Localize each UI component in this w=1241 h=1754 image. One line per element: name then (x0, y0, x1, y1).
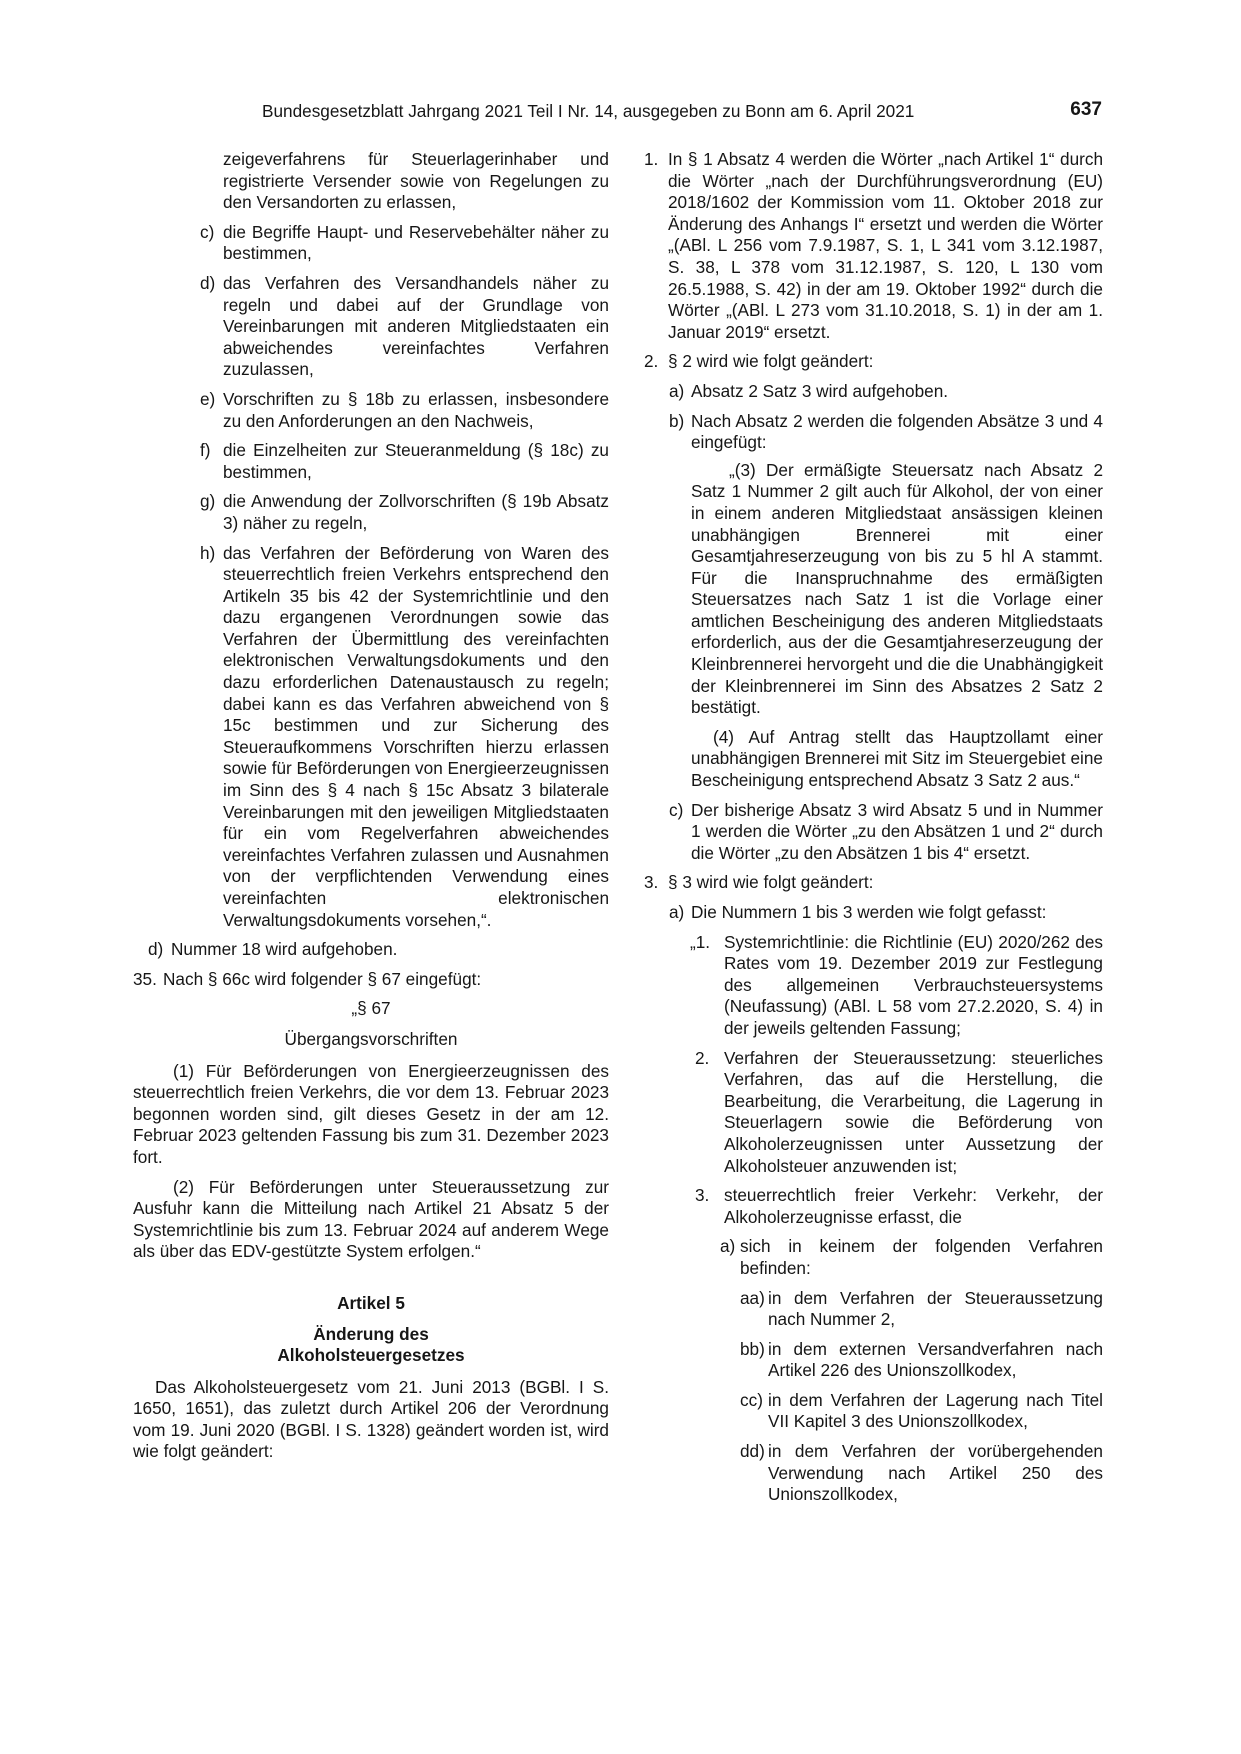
sub-sub-list (644, 1288, 1103, 1506)
item-label: a) (669, 902, 685, 922)
item-text: in dem Verfahren der Steueraussetzung nach Nummer 2, (768, 1287, 1103, 1330)
list-item (133, 222, 609, 265)
item-label: b) (669, 410, 685, 431)
item-text: Absatz 2 Satz 3 wird aufgehoben. (691, 380, 949, 401)
paragraph-heading: „§ 67 (351, 998, 391, 1019)
item-text: die Begriffe Haupt- und Reservebehälter näher zu bestimmen, (223, 221, 609, 264)
article-title: Änderung des (313, 1323, 429, 1344)
item-label: aa) (740, 1287, 765, 1308)
list-item (644, 1288, 1103, 1331)
list-item (644, 800, 1103, 865)
paragraph-text: (1) Für Beförderungen von Energieerzeugnissen des steuerrechtlich freien Verkehrs, die vor dem 13. Februar 2023 begonnen worden sind, gilt dieses Gesetz in der am 12. Februar 2023 geltenden Fassung bis zum 31. Dezember 2023 fort. (133, 1060, 609, 1167)
item-label: 2. (695, 1047, 710, 1068)
list-item (644, 381, 1103, 403)
item-text: Vorschriften zu § 18b zu erlassen, insbesondere zu den Anforderungen an den Nachweis, (223, 388, 609, 431)
list-item (133, 491, 609, 534)
article-title: Alkoholsteuergesetzes (277, 1345, 465, 1366)
item-label: 3. (644, 872, 659, 893)
item-text: Die Nummern 1 bis 3 werden wie folgt gefasst: (691, 902, 1047, 922)
item-label: f) (200, 440, 211, 461)
continuation-text: zeigeverfahrens für Steuerlagerinhaber und registrierte Versender sowie von Regelungen zu den Versandorten zu erlassen, (223, 149, 609, 213)
list-item (644, 351, 1103, 373)
article-intro: Das Alkoholsteuergesetz vom 21. Juni 2013 (BGBl. I S. 1650, 1651), das zuletzt durch Artikel 206 der Verordnung vom 19. Juni 2020 (BGBl. I S. 1328) geändert worden ist, wird wie folgt geändert: (133, 1376, 609, 1462)
item-label: 2. (644, 351, 659, 372)
list-item (644, 902, 1103, 924)
inserted-text (644, 460, 1103, 792)
item-text: in dem Verfahren der Lagerung nach Titel VII Kapitel 3 des Unionszollkodex, (768, 1389, 1103, 1432)
item-text: Der bisherige Absatz 3 wird Absatz 5 und in Nummer 1 werden die Wörter „zu den Absätzen 1 und 2“ durch die Wörter „zu den Absätzen 1 bis 4“ ersetzt. (691, 799, 1103, 863)
item-label: e) (200, 388, 216, 409)
list-item (133, 149, 609, 214)
paragraph-text: (4) Auf Antrag stellt das Hauptzollamt einer unabhängigen Brennerei mit Sitz im Steuergebiet eine Bescheinigung entsprechend Absatz 3 Satz 2 aus.“ (691, 726, 1103, 791)
item-text: Nach § 66c wird folgender § 67 eingefügt: (163, 968, 482, 989)
item-text: sich in keinem der folgenden Verfahren befinden: (740, 1236, 1103, 1278)
item-text: § 3 wird wie folgt geändert: (668, 872, 874, 893)
list-item (644, 149, 1103, 343)
item-text: in dem externen Versandverfahren nach Artikel 226 des Unionszollkodex, (768, 1338, 1103, 1381)
item-text: Verfahren der Steueraussetzung: steuerliches Verfahren, das auf die Herstellung, die Bearbeitung, die Verarbeitung, die Lagerung in Steuerlagern sowie die Beförderung von Alkoholerzeugnissen unter Aussetzung der Alkoholsteuer anzuwenden ist; (724, 1047, 1103, 1176)
item-label: c) (200, 221, 215, 242)
right-column (644, 149, 1103, 1514)
item-text: Systemrichtlinie: die Richtlinie (EU) 2020/262 des Rates vom 19. Dezember 2019 zur Festlegung des allgemeinen Verbrauchsteuersystems (Neufassung) (ABl. L 58 vom 27.2.2020, S. 4) in der jeweils geltenden Fassung; (724, 931, 1103, 1038)
item-label: 3. (695, 1185, 710, 1206)
list-item (133, 969, 609, 991)
item-text: steuerrechtlich freier Verkehr: Verkehr, der Alkoholerzeugnisse erfasst, die (724, 1185, 1103, 1227)
list-item (133, 273, 609, 381)
item-label: 35. (133, 968, 157, 989)
list-item (133, 389, 609, 432)
list-item (133, 543, 609, 932)
left-column (133, 149, 609, 1463)
list-item (644, 1236, 1103, 1279)
list-item (644, 411, 1103, 454)
item-label: d) (148, 939, 164, 960)
sub-list (133, 222, 609, 931)
list-item (644, 932, 1103, 1040)
list-item (644, 1048, 1103, 1178)
item-label: h) (200, 542, 216, 563)
item-text: die Einzelheiten zur Steueranmeldung (§ 18c) zu bestimmen, (223, 440, 609, 482)
paragraph-text: „(3) Der ermäßigte Steuersatz nach Absatz 2 Satz 1 Nummer 2 gilt auch für Alkohol, der von einer in einem anderen Mitgliedstaat ansässigen kleinen unabhängigen Brennerei mit einer Gesamtjahreserzeugung von bis zu 5 hl A stammt. Für die Inanspruchnahme des ermäßigten Steuersatzes nach Satz 1 ist die Vorlage einer amtlichen Bescheinigung des anderen Mitgliedstaats erforderlich, aus der die Gesamtjahreserzeugung der Kleinbrennerei hervorgeht und die die Unabhängigkeit der Kleinbrennerei im Sinn des Absatzes 2 Satz 2 bestätigt. (691, 459, 1103, 718)
page-number: 637 (1070, 99, 1102, 120)
list-item (644, 1339, 1103, 1382)
item-label: a) (720, 1236, 736, 1257)
item-label: bb) (740, 1338, 765, 1359)
item-label: dd) (740, 1441, 765, 1462)
item-text: Nach Absatz 2 werden die folgenden Absätze 3 und 4 eingefügt: (691, 410, 1103, 453)
list-item (644, 1390, 1103, 1433)
paragraph-title: Übergangsvorschriften (284, 1028, 458, 1049)
list-item (644, 872, 1103, 894)
item-label: d) (200, 272, 216, 293)
paragraph-text: (2) Für Beförderungen unter Steueraussetzung zur Ausfuhr kann die Mitteilung nach Artikel 21 Absatz 5 der Systemrichtlinie bis zum 13. Februar 2024 auf anderem Wege als über das EDV-gestützte System erfolgen.“ (133, 1176, 609, 1262)
list-item (644, 1185, 1103, 1228)
item-label: c) (669, 799, 684, 820)
item-label: 1. (644, 149, 659, 169)
list-item (133, 939, 609, 961)
list-item (133, 440, 609, 483)
header-title: Bundesgesetzblatt Jahrgang 2021 Teil I Nr. 14, ausgegeben zu Bonn am 6. April 2021 (262, 101, 915, 121)
item-label: a) (669, 380, 685, 401)
item-label: g) (200, 491, 216, 512)
item-text: in dem Verfahren der vorübergehenden Verwendung nach Artikel 250 des Unionszollkodex, (768, 1441, 1103, 1505)
list-item (644, 1441, 1103, 1506)
item-label: cc) (740, 1389, 763, 1410)
item-text: § 2 wird wie folgt geändert: (668, 351, 874, 372)
item-text: das Verfahren des Versandhandels näher zu regeln und dabei auf der Grundlage von Vereinbarungen mit anderen Mitgliedstaaten ein abweichendes vereinfachtes Verfahren zuzulassen, (223, 272, 609, 380)
page-header (262, 99, 1102, 123)
item-text: In § 1 Absatz 4 werden die Wörter „nach Artikel 1“ durch die Wörter „nach der Durchführungsverordnung (EU) 2018/1602 der Kommission vom 11. Oktober 2018 zur Änderung des Anhangs I“ ersetzt und werden die Wörter „(ABl. L 256 vom 7.9.1987, S. 1, L 341 vom 3.12.1987, S. 38, L 378 vom 31.12.1987, S. 120, L 130 vom 26.5.1988, S. 42) in der am 19. Oktober 1992“ durch die Wörter „(ABl. L 273 vom 31.10.2018, S. 1) in der am 1. Januar 2019“ ersetzt. (668, 149, 1103, 342)
item-label: „1. (690, 931, 711, 952)
item-text: das Verfahren der Beförderung von Waren des steuerrechtlich freien Verkehrs entsprechend den Artikeln 35 bis 42 der Systemrichtlinie und den dazu ergangenen Verordnungen sowie das Verfahren der Übermittlung des vereinfachten elektronischen Verwaltungsdokuments und den dazu erforderlichen Datenaustausch zu regeln; dabei kann es das Verfahren abweichend von § 15c bestimmen und zur Sicherung des Steueraufkommens Vorschriften hierzu erlassen sowie für Beförderungen von Energieerzeugnissen im Sinn des § 4 nach § 15c Absatz 3 bilaterale Vereinbarungen mit den jeweiligen Mitgliedstaaten für ein vom Regelverfahren abweichendes vereinfachtes Verfahren zulassen und Ausnahmen von der verpflichtenden Verwendung eines vereinfachten elektronischen Verwaltungsdokuments vorsehen,“. (223, 542, 610, 930)
item-text: die Anwendung der Zollvorschriften (§ 19b Absatz 3) näher zu regeln, (223, 491, 609, 533)
article-label: Artikel 5 (337, 1292, 405, 1313)
item-text: Nummer 18 wird aufgehoben. (171, 939, 398, 960)
